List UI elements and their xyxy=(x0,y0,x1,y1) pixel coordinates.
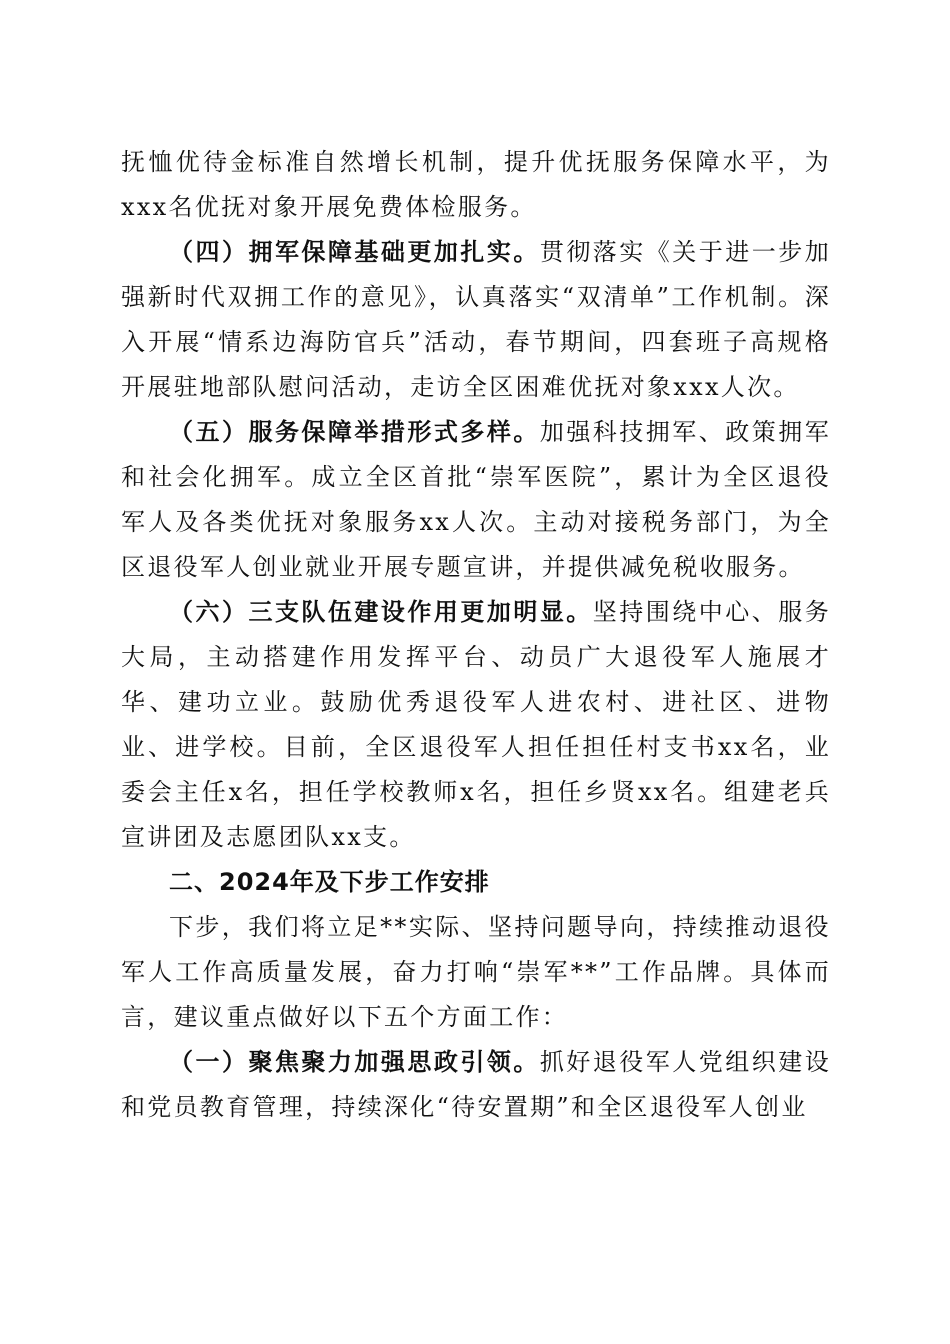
paragraph-item-six xyxy=(121,590,831,860)
document-body xyxy=(121,140,831,1130)
paragraph-text: 坚持围绕中心、服务大局，主动搭建作用发挥平台、动员广大退役军人施展才华、建功立业。鼓励优秀退役军人进农村、进社区、进物业、进学校。目前，全区退役军人担任担任村支书xx名，业委会主任x名，担任学校教师x名，担任乡贤xx名。组建老兵宣讲团及志愿团队xx支。 xyxy=(121,598,831,851)
paragraph-intro xyxy=(121,905,831,1040)
paragraph-item-four xyxy=(121,230,831,410)
paragraph-lead: （五）服务保障举措形式多样。 xyxy=(169,418,540,446)
paragraph-lead: （四）拥军保障基础更加扎实。 xyxy=(169,238,540,266)
paragraph-continuation xyxy=(121,140,831,230)
paragraph-text: 贯彻落实《关于进一步加强新时代双拥工作的意见》，认真落实“双清单”工作机制。深入开展“情系边海防官兵”活动，春节期间，四套班子高规格开展驻地部队慰问活动，走访全区困难优抚对象xxx人次。 xyxy=(121,238,831,401)
paragraph-item-one xyxy=(121,1040,831,1130)
paragraph-text: 抚恤优待金标准自然增长机制，提升优抚服务保障水平，为xxx名优抚对象开展免费体检服务。 xyxy=(121,148,831,221)
paragraph-text: 加强科技拥军、政策拥军和社会化拥军。成立全区首批“崇军医院”，累计为全区退役军人及各类优抚对象服务xx人次。主动对接税务部门，为全区退役军人创业就业开展专题宣讲，并提供减免税收服务。 xyxy=(121,418,831,581)
paragraph-lead: （一）聚焦聚力加强思政引领。 xyxy=(169,1048,540,1076)
paragraph-text: 下步，我们将立足**实际、坚持问题导向，持续推动退役军人工作高质量发展，奋力打响“崇军**”工作品牌。具体而言，建议重点做好以下五个方面工作： xyxy=(121,913,831,1031)
paragraph-item-five xyxy=(121,410,831,590)
paragraph-lead: （六）三支队伍建设作用更加明显。 xyxy=(169,598,593,626)
paragraph-text: 抓好退役军人党组织建设和党员教育管理，持续深化“待安置期”和全区退役军人创业 xyxy=(121,1048,831,1121)
section-heading: 二、2024年及下步工作安排 xyxy=(169,868,490,896)
